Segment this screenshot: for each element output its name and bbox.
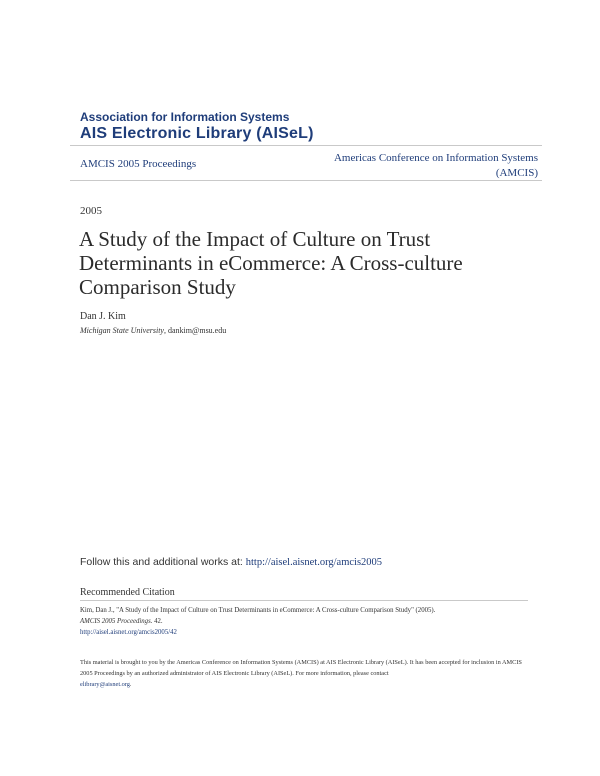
recommended-citation-heading: Recommended Citation xyxy=(80,587,175,598)
publication-year: 2005 xyxy=(80,205,102,217)
proceedings-bar xyxy=(70,145,542,181)
author-email: dankim@msu.edu xyxy=(167,326,227,335)
citation-pages: . 42. xyxy=(150,618,163,625)
contact-email-link[interactable]: elibrary@aisnet.org xyxy=(80,681,130,688)
proceedings-link[interactable]: AMCIS 2005 Proceedings xyxy=(80,158,197,170)
follow-line xyxy=(80,556,382,568)
paper-title xyxy=(79,227,519,299)
author-institution: Michigan State University xyxy=(80,326,164,335)
paper-title-line-2: Determinants in eCommerce: A Cross-culture xyxy=(79,251,463,275)
author-name: Dan J. Kim xyxy=(80,311,126,322)
conference-link[interactable] xyxy=(298,151,538,181)
follow-text: Follow this and additional works at: xyxy=(80,556,246,568)
paper-title-line-3: Comparison Study xyxy=(79,275,236,299)
publisher-library-name: AIS Electronic Library (AISeL) xyxy=(80,125,314,142)
publisher-header xyxy=(80,110,314,144)
citation-journal: AMCIS 2005 Proceedings xyxy=(80,618,151,625)
author-affiliation: Michigan State University, dankim@msu.edu xyxy=(80,326,227,335)
notice-end: . xyxy=(129,681,132,688)
citation-divider xyxy=(80,600,528,601)
notice-text: This material is brought to you by the Americas Conference on Information Systems (AMCIS) at AIS Electronic Library (AISeL). It has been accepted for inclusion in AMCIS 2005 Proceedings by an authorized administrator of AIS Electronic Library (AISeL). For more information, please contact xyxy=(80,659,522,677)
copyright-notice xyxy=(80,657,530,690)
citation-text: Kim, Dan J., "A Study of the Impact of Culture on Trust Determinants in eCommerce: A Cross-culture Comparison Study" (2005). xyxy=(80,607,436,614)
conference-name: Americas Conference on Information Systems xyxy=(333,152,538,164)
publisher-org-name: Association for Information Systems xyxy=(80,110,290,124)
follow-link[interactable]: http://aisel.aisnet.org/amcis2005 xyxy=(245,557,383,568)
paper-title-line-1: A Study of the Impact of Culture on Trust xyxy=(79,227,431,251)
recommended-citation-body xyxy=(80,605,530,638)
conference-acronym: (AMCIS) xyxy=(495,167,538,179)
citation-link[interactable]: http://aisel.aisnet.org/amcis2005/42 xyxy=(80,629,177,636)
